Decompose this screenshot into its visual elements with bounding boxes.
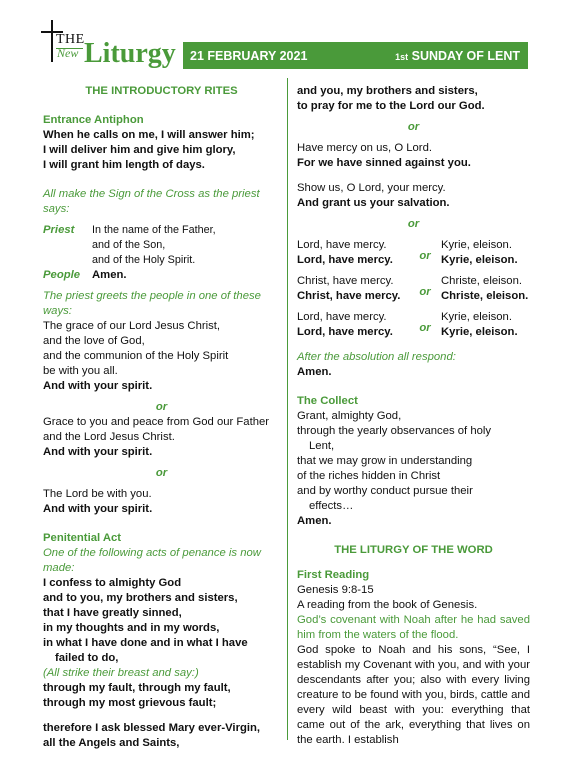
confiteor-line: I confess to almighty God <box>43 577 182 589</box>
entrance-line: When he calls on me, I will answer him; <box>43 129 255 141</box>
entrance-line: I will grant him length of days. <box>43 159 205 171</box>
or-separator: or <box>419 285 431 298</box>
collect-line: Grant, almighty God, <box>297 410 402 422</box>
confiteor-line: and you, my brothers and sisters, <box>297 85 478 97</box>
greeting-line: and the love of God, <box>43 335 145 347</box>
section-heading-liturgy-of-word: THE LITURGY OF THE WORD <box>334 544 493 556</box>
penitential-act-title: Penitential Act <box>43 532 122 544</box>
mercy-response: And grant us your salvation. <box>297 197 450 209</box>
or-separator: or <box>419 249 431 262</box>
confiteor-line: therefore I ask blessed Mary ever-Virgin, <box>43 722 261 734</box>
reading-text: God spoke to Noah and his sons, “See, I establish my Covenant with you, and with your descendants after you; also with every living creature to be found with you, birds, cattle and every wild beast with you: everything that came out of the ark, everything that lives on the earth. I establish <box>297 644 530 746</box>
confiteor-line: to pray for me to the Lord our God. <box>297 100 485 112</box>
confiteor-line: and to you, my brothers and sisters, <box>43 592 238 604</box>
entrance-line: I will deliver him and give him glory, <box>43 144 236 156</box>
kyrie-row: Lord, have mercy. Lord, have mercy. or Kyrie, eleison. Kyrie, eleison. <box>297 311 518 338</box>
entrance-antiphon-title: Entrance Antiphon <box>43 114 144 126</box>
greeting-response: And with your spirit. <box>43 503 153 515</box>
or-separator: or <box>155 467 168 479</box>
banner-sunday: 1st SUNDAY OF LENT <box>395 49 520 63</box>
collect-line: effects… <box>309 500 354 512</box>
priest-line: In the name of the Father, <box>92 224 216 236</box>
or-separator: or <box>407 218 420 230</box>
kyrie-row: Christ, have mercy. Christ, have mercy. or Christe, eleison. Christe, eleison. <box>297 275 529 302</box>
greeting-line: The Lord be with you. <box>43 488 152 500</box>
greeting-line: and the Lord Jesus Christ. <box>43 431 175 443</box>
confiteor-line: that I have greatly sinned, <box>43 607 182 619</box>
confiteor-line: in my thoughts and in my words, <box>43 622 220 634</box>
greeting-line: be with you all. <box>43 365 118 377</box>
or-separator: or <box>407 121 420 133</box>
confiteor-line: through my fault, through my fault, <box>43 682 231 694</box>
collect-title: The Collect <box>297 395 358 407</box>
mercy-line: Show us, O Lord, your mercy. <box>297 182 446 194</box>
header-banner <box>183 42 528 69</box>
collect-line: through the yearly observances of holy <box>297 425 492 437</box>
greeting-line: Grace to you and peace from God our Father <box>43 416 270 428</box>
penitential-rubric: One of the following acts of penance is now made: <box>43 547 261 574</box>
collect-line: that we may grow in understanding <box>297 455 473 467</box>
cross-icon <box>51 20 53 62</box>
reading-reference: Genesis 9:8-15 <box>297 584 374 596</box>
confiteor-line: in what I have done and in what I have <box>43 637 248 649</box>
reading-intro: A reading from the book of Genesis. <box>297 599 478 611</box>
greeting-response: And with your spirit. <box>43 380 153 392</box>
publication-logo <box>37 18 182 72</box>
right-column <box>297 84 530 748</box>
absolution-rubric: After the absolution all respond: <box>297 351 456 363</box>
logo-the: THE <box>56 32 85 47</box>
confiteor-line: all the Angels and Saints, <box>43 737 180 749</box>
strike-rubric: (All strike their breast and say:) <box>43 667 199 679</box>
absolution-response: Amen. <box>297 366 332 378</box>
collect-amen: Amen. <box>297 515 332 527</box>
people-response: Amen. <box>92 269 127 281</box>
greeting-response: And with your spirit. <box>43 446 153 458</box>
mercy-response: For we have sinned against you. <box>297 157 471 169</box>
first-reading-title: First Reading <box>297 569 370 581</box>
banner-date: 21 FEBRUARY 2021 <box>190 49 308 63</box>
collect-line: of the riches hidden in Christ <box>297 470 441 482</box>
collect-line: Lent, <box>309 440 335 452</box>
greeting-line: and the communion of the Holy Spirit <box>43 350 229 362</box>
priest-label: Priest <box>43 224 75 236</box>
section-heading-introductory-rites: THE INTRODUCTORY RITES <box>85 85 238 97</box>
kyrie-row: Lord, have mercy. Lord, have mercy. or Kyrie, eleison. Kyrie, eleison. <box>297 239 518 266</box>
greet-rubric: The priest greets the people in one of these ways: <box>43 290 261 317</box>
people-label: People <box>43 269 81 281</box>
column-divider <box>287 78 288 740</box>
left-column <box>43 84 280 751</box>
collect-line: and by worthy conduct pursue their <box>297 485 473 497</box>
priest-line: and of the Son, <box>92 239 166 251</box>
greeting-line: The grace of our Lord Jesus Christ, <box>43 320 221 332</box>
reading-summary: God’s covenant with Noah after he had saved him from the waters of the flood. <box>297 614 530 641</box>
sign-rubric: All make the Sign of the Cross as the priest says: <box>43 188 260 215</box>
people-row <box>43 268 280 283</box>
logo-liturgy: Liturgy <box>84 38 176 69</box>
or-separator: or <box>419 321 431 334</box>
or-separator: or <box>155 401 168 413</box>
confiteor-line: failed to do, <box>55 652 119 664</box>
logo-new: New <box>57 46 79 60</box>
confiteor-line: through my most grievous fault; <box>43 697 217 709</box>
priest-line: and of the Holy Spirit. <box>92 254 196 266</box>
priest-row <box>43 223 280 268</box>
mercy-line: Have mercy on us, O Lord. <box>297 142 432 154</box>
